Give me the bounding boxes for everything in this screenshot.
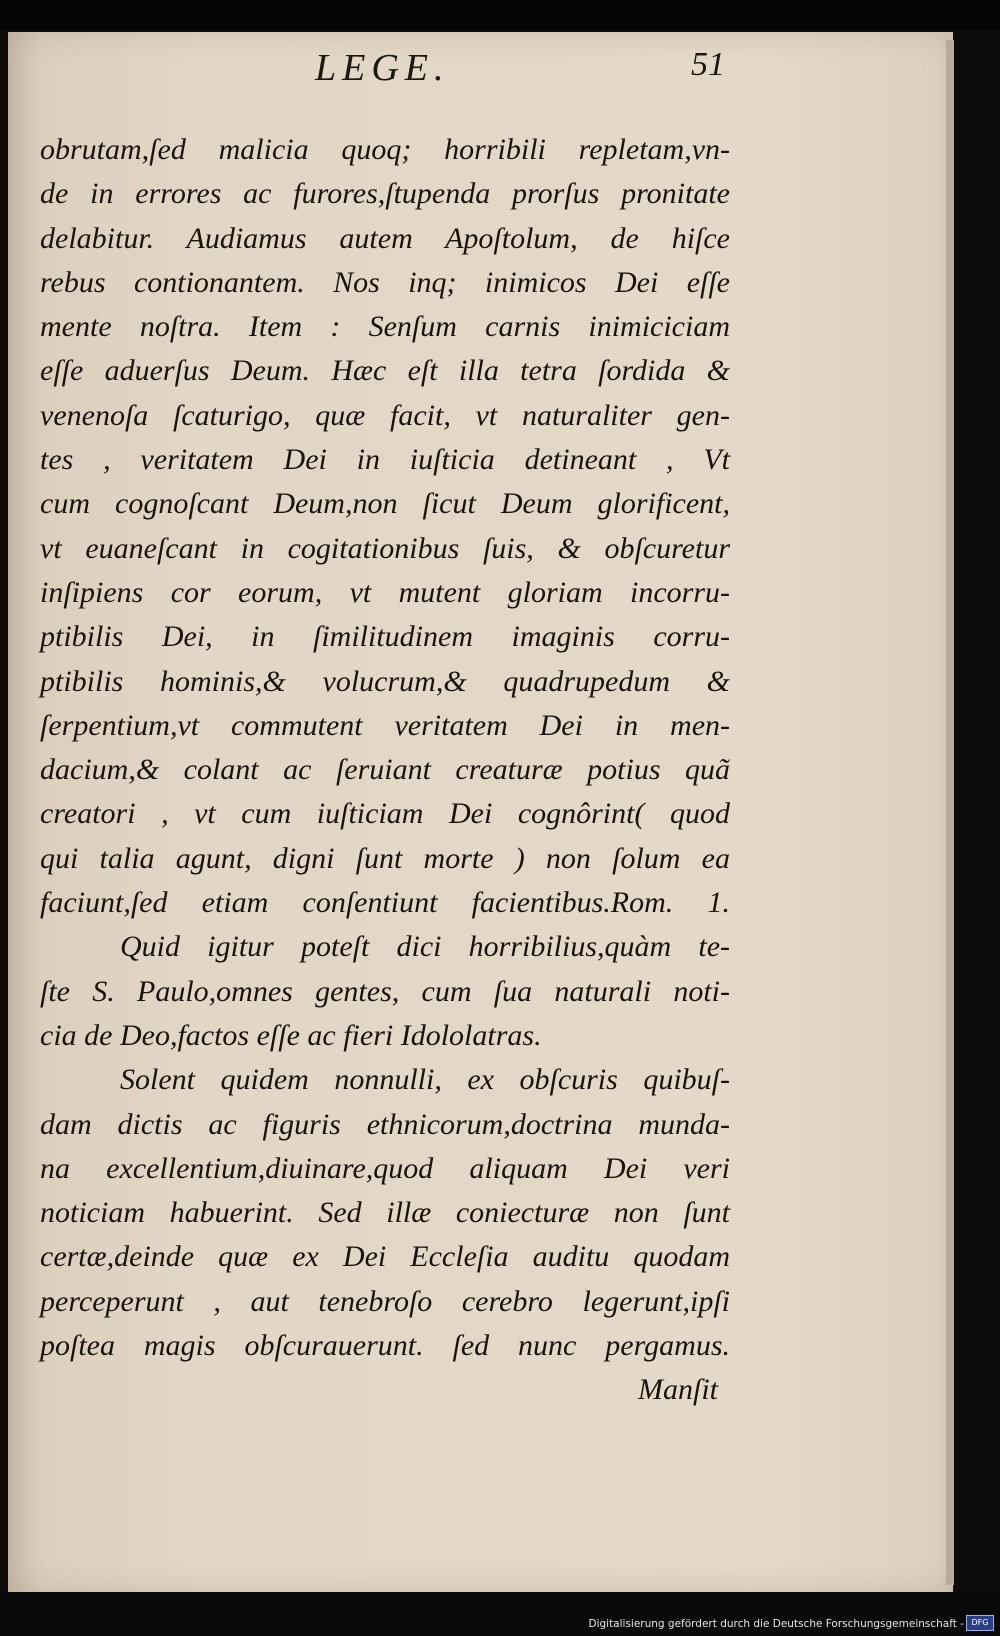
text-line: rebus contionantem. Nos inq; inimicos Dei eſſe bbox=[40, 265, 730, 299]
text-line: Quid igitur poteſt dici horribilius,quàm te- bbox=[120, 930, 730, 964]
catchword: Manſit bbox=[638, 1373, 718, 1407]
text-line: eſſe aduerſus Deum. Hæc eſt illa tetra ſordida & bbox=[40, 354, 730, 388]
text-line: ptibilis hominis,& volucrum,& quadrupedum & bbox=[40, 664, 730, 698]
text-line: na excellentium,diuinare,quod aliquam Dei veri bbox=[40, 1151, 730, 1185]
dfg-logo: DFG bbox=[966, 1615, 994, 1631]
text-line: cum cognoſcant Deum,non ſicut Deum glorificent, bbox=[40, 487, 730, 521]
text-line: faciunt,ſed etiam conſentiunt facientibus.Rom. 1. bbox=[40, 886, 730, 920]
text-line: ſerpentium,vt commutent veritatem Dei in men- bbox=[40, 708, 730, 742]
text-line: de in errores ac furores,ſtupenda prorſus pronitate bbox=[40, 177, 730, 211]
running-title: LEGE. bbox=[315, 47, 450, 89]
scan-top-margin bbox=[0, 0, 1000, 30]
text-line: ſte S. Paulo,omnes gentes, cum ſua naturali noti- bbox=[40, 974, 730, 1008]
text-line: qui talia agunt, digni ſunt morte ) non ſolum ea bbox=[40, 841, 730, 875]
text-line: obrutam,ſed malicia quoq; horribili repletam,vn- bbox=[40, 133, 730, 166]
text-line: vt euaneſcant in cogitationibus ſuis, & obſcuretur bbox=[40, 531, 730, 565]
page-header bbox=[315, 46, 725, 106]
text-line: creatori , vt cum iuſticiam Dei cognôrint( quod bbox=[40, 797, 730, 831]
text-line: ptibilis Dei, in ſimilitudinem imaginis corru- bbox=[40, 620, 730, 654]
text-line: mente noſtra. Item : Senſum carnis inimiciciam bbox=[40, 310, 730, 344]
scan-bottom-margin bbox=[0, 1594, 1000, 1636]
text-line: venenoſa ſcaturigo, quæ facit, vt naturaliter gen- bbox=[40, 398, 730, 432]
text-line: cia de Deo,factos eſſe ac fieri Idololatras. bbox=[40, 1018, 542, 1052]
body-text bbox=[40, 128, 730, 1413]
text-line: inſipiens cor eorum, vt mutent gloriam incorru- bbox=[40, 575, 730, 609]
page-number: 51 bbox=[691, 46, 725, 83]
digitization-credit: Digitalisierung gefördert durch die Deutsche Forschungsgemeinschaft - bbox=[588, 1618, 964, 1630]
text-line: tes , veritatem Dei in iuſticia detineant , Vt bbox=[40, 443, 730, 477]
text-line: dacium,& colant ac ſeruiant creaturæ potius quã bbox=[40, 753, 730, 787]
text-line: poſtea magis obſcurauerunt. ſed nunc pergamus. bbox=[40, 1329, 730, 1363]
text-line: noticiam habuerint. Sed illæ coniecturæ non ſunt bbox=[40, 1196, 730, 1230]
text-line: Solent quidem nonnulli, ex obſcuris quibuſ- bbox=[120, 1063, 730, 1097]
text-line: perceperunt , aut tenebroſo cerebro legerunt,ipſi bbox=[40, 1284, 730, 1318]
text-line: delabitur. Audiamus autem Apoſtolum, de hiſce bbox=[40, 221, 730, 255]
page-edge bbox=[946, 40, 954, 1585]
text-line: certæ,deinde quæ ex Dei Eccleſia auditu quodam bbox=[40, 1240, 730, 1274]
text-line: dam dictis ac figuris ethnicorum,doctrina munda- bbox=[40, 1107, 730, 1141]
